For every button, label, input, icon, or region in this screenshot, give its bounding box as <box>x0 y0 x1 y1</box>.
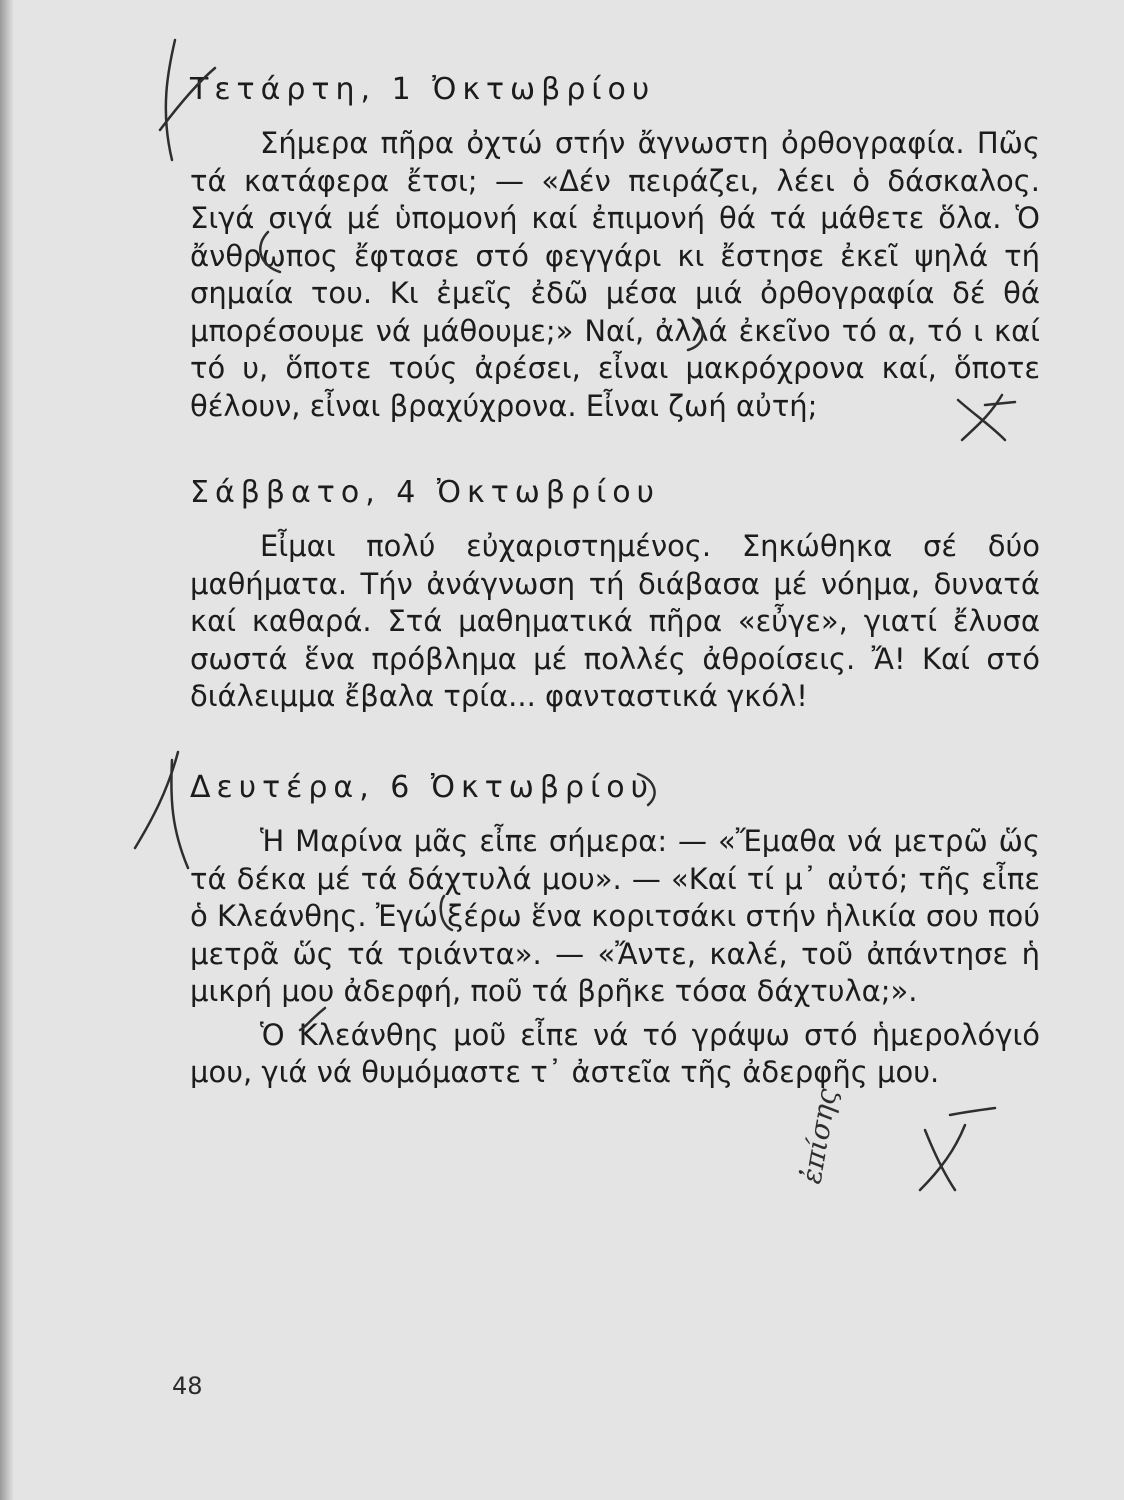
page-edge-shadow <box>0 0 14 1500</box>
entry-date: Σάββατο, 4 Ὀκτωβρίου <box>190 475 660 510</box>
entry-date: Δευτέρα, 6 Ὀκτωβρίου <box>190 770 654 805</box>
diary-entry-1 <box>190 72 1040 425</box>
check-mark-entry-3 <box>135 752 178 848</box>
entry-paragraph: Ἡ Μαρίνα μᾶς εἶπε σήμερα: — «Ἔμαθα νά μετρῶ ὥς τά δέκα μέ τά δάχτυλά μου». — «Καί τί μ᾿ αὐτό; τῆς εἶπε ὁ Κλεάνθης. Ἐγώ ξέρω ἕνα κοριτσάκι στήν ἡλικία σου πού μετρᾶ ὥς τά τριάντα». — «Ἄντε, καλέ, τοῦ ἀπάντησε ἡ μικρή μου ἀδερφή, ποῦ τά βρῆκε τόσα δάχτυλα;». <box>190 824 1040 1008</box>
entry-paragraph: Σήμερα πῆρα ὀχτώ στήν ἄγνωστη ὀρθογραφία. Πῶς τά κατάφερα ἔτσι; — «Δέν πειράζει, λέει ὁ δάσκαλος. Σιγά σιγά μέ ὑπομονή καί ἐπιμονή θά τά μάθετε ὅλα. Ὁ ἄνθρωπος ἔφτασε στό φεγγάρι κι ἔστησε ἐκεῖ ψηλά τή σημαία του. Κι ἐμεῖς ἐδῶ μέσα μιά ὀρθογραφία δέ θά μπορέσουμε νά μάθουμε;» Ναί, ἀλλά ἐκεῖνο τό α, τό ι καί τό υ, ὅποτε τούς ἀρέσει, εἶναι μακρόχρονα καί, ὅποτε θέλουν, εἶναι βραχύχρονα. Εἶναι ζωή αὐτή; <box>190 126 1040 423</box>
check-mark-entry-1 <box>166 40 175 160</box>
handwritten-signature: ἐπίσης <box>794 1085 844 1187</box>
page-number: 48 <box>172 1372 203 1400</box>
entry-paragraph: Εἶμαι πολύ εὐχαριστημένος. Σηκώθηκα σέ δύο μαθήματα. Τήν ἀνάγνωση τή διάβασα μέ νόημα, δυνατά καί καθαρά. Στά μαθηματικά πῆρα «εὖγε», γιατί ἔλυσα σωστά ἕνα πρόβλημα μέ πολλές ἀθροίσεις. Ἄ! Καί στό διάλειμμα ἔβαλα τρία... φανταστικά γκόλ! <box>190 529 1040 713</box>
entry-paragraph: Ὁ Κλεάνθης μοῦ εἶπε νά τό γράψω στό ἡμερολόγιό μου, γιά νά θυμόμαστε τ᾿ ἀστεῖα τῆς ἀδερφῆς μου. <box>190 1017 1040 1089</box>
diary-entry-2 <box>190 475 1040 716</box>
diary-entry-3 <box>190 770 1040 1092</box>
entry-date: Τετάρτη, 1 Ὀκτωβρίου <box>190 72 656 107</box>
x-mark-final <box>925 1130 955 1190</box>
